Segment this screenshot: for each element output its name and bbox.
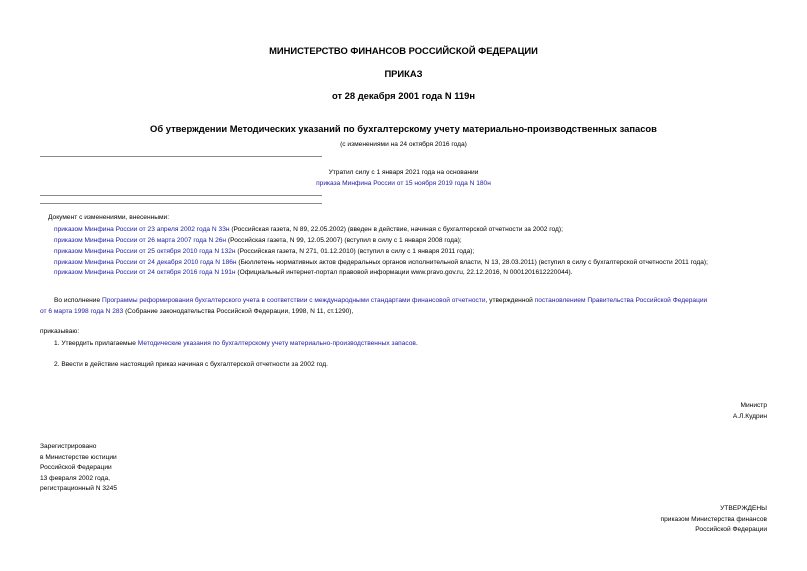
amendment-item — [54, 248, 474, 255]
preamble-text: , утвержденной — [485, 297, 535, 304]
amendment-details: (Официальный интернет-портал правовой информации www.pravo.gov.ru, 22.12.2016, N 0001201612220044). — [235, 269, 573, 276]
divider — [40, 195, 322, 196]
amendment-details: (Бюллетень нормативных актов федеральных органов исполнительной власти, N 13, 28.03.2011) (вступил в силу с бухгалтерской отчетности 2011 года); — [236, 259, 708, 266]
item-text: 1. Утвердить прилагаемые — [54, 340, 138, 347]
amendment-details: (Российская газета, N 271, 01.12.2010) (вступил в силу с 1 января 2011 года); — [235, 248, 475, 255]
guidelines-link[interactable]: Методические указания по бухгалтерскому учету материально-производственных запасов — [137, 340, 416, 347]
signature-title: Министр — [740, 402, 767, 409]
document-type: ПРИКАЗ — [384, 68, 423, 79]
amendment-link[interactable]: приказом Минфина России от 23 апреля 2002 года N 33н — [54, 226, 230, 233]
registration-line: Зарегистрировано — [40, 443, 97, 450]
amendments-intro: Документ с изменениями, внесенными: — [48, 214, 170, 221]
document-subject: Об утверждении Методических указаний по бухгалтерскому учету материально-производственных запасов — [150, 123, 657, 134]
amendment-link[interactable]: приказом Минфина России от 24 декабря 2010 года N 186н — [54, 259, 237, 266]
amendment-link[interactable]: приказом Минфина России от 26 марта 2007 года N 26н — [54, 237, 227, 244]
preamble-text: (Собрание законодательства Российской Федерации, 1998, N 11, ст.1290), — [123, 308, 354, 315]
approved-line: приказом Министерства финансов — [660, 516, 767, 523]
approved-line: УТВЕРЖДЕНЫ — [720, 505, 767, 512]
divider — [40, 203, 322, 204]
registration-line: регистрационный N 3245 — [40, 485, 118, 492]
registration-line: Российской Федерации — [40, 464, 112, 471]
preamble-line-1 — [54, 297, 707, 304]
amendment-link[interactable]: приказом Минфина России от 25 октября 2010 года N 132н — [54, 248, 236, 255]
divider — [40, 156, 322, 157]
amendment-item — [54, 226, 563, 233]
preamble-line-2 — [40, 308, 353, 315]
registration-line: в Министерстве юстиции — [40, 454, 117, 461]
amendment-item — [54, 259, 708, 266]
government-decree-date-link[interactable]: от 6 марта 1998 года N 283 — [40, 308, 124, 315]
document-date-number: от 28 декабря 2001 года N 119н — [331, 90, 476, 101]
lapse-order-link[interactable]: приказа Минфина России от 15 ноября 2019 года N 180н — [316, 180, 491, 187]
ministry-title: МИНИСТЕРСТВО ФИНАНСОВ РОССИЙСКОЙ ФЕДЕРАЦИИ — [269, 45, 538, 56]
amendment-details: (Российская газета, N 99, 12.05.2007) (вступил в силу с 1 января 2008 года); — [226, 237, 462, 244]
amendment-item — [54, 269, 573, 276]
approved-line: Российской Федерации — [695, 526, 767, 533]
preamble-text: Во исполнение — [54, 297, 102, 304]
item-text: . — [415, 340, 418, 347]
lapse-text: Утратил силу с 1 января 2021 года на основании — [328, 169, 479, 176]
amendment-link[interactable]: приказом Минфина России от 24 октября 2016 года N 191н — [54, 269, 236, 276]
order-word: приказываю: — [40, 328, 80, 335]
reform-program-link[interactable]: Программы реформирования бухгалтерского учета в соответствии с международными стандартами финансовой отчетности — [101, 297, 486, 304]
government-decree-link[interactable]: постановлением Правительства Российской Федерации — [534, 297, 708, 304]
order-item-2: 2. Ввести в действие настоящий приказ начиная с бухгалтерской отчетности за 2002 год. — [54, 361, 328, 368]
amendment-item — [54, 237, 462, 244]
amendment-details: (Российская газета, N 89, 22.05.2002) (введен в действие, начиная с бухгалтерской отчетности за 2002 год); — [229, 226, 563, 233]
registration-line: 13 февраля 2002 года, — [40, 475, 110, 482]
order-item-1 — [54, 340, 418, 347]
changes-note: (с изменениями на 24 октября 2016 года) — [340, 141, 467, 148]
lapse-block — [0, 180, 807, 187]
signature-name: А.Л.Кудрин — [732, 413, 767, 420]
